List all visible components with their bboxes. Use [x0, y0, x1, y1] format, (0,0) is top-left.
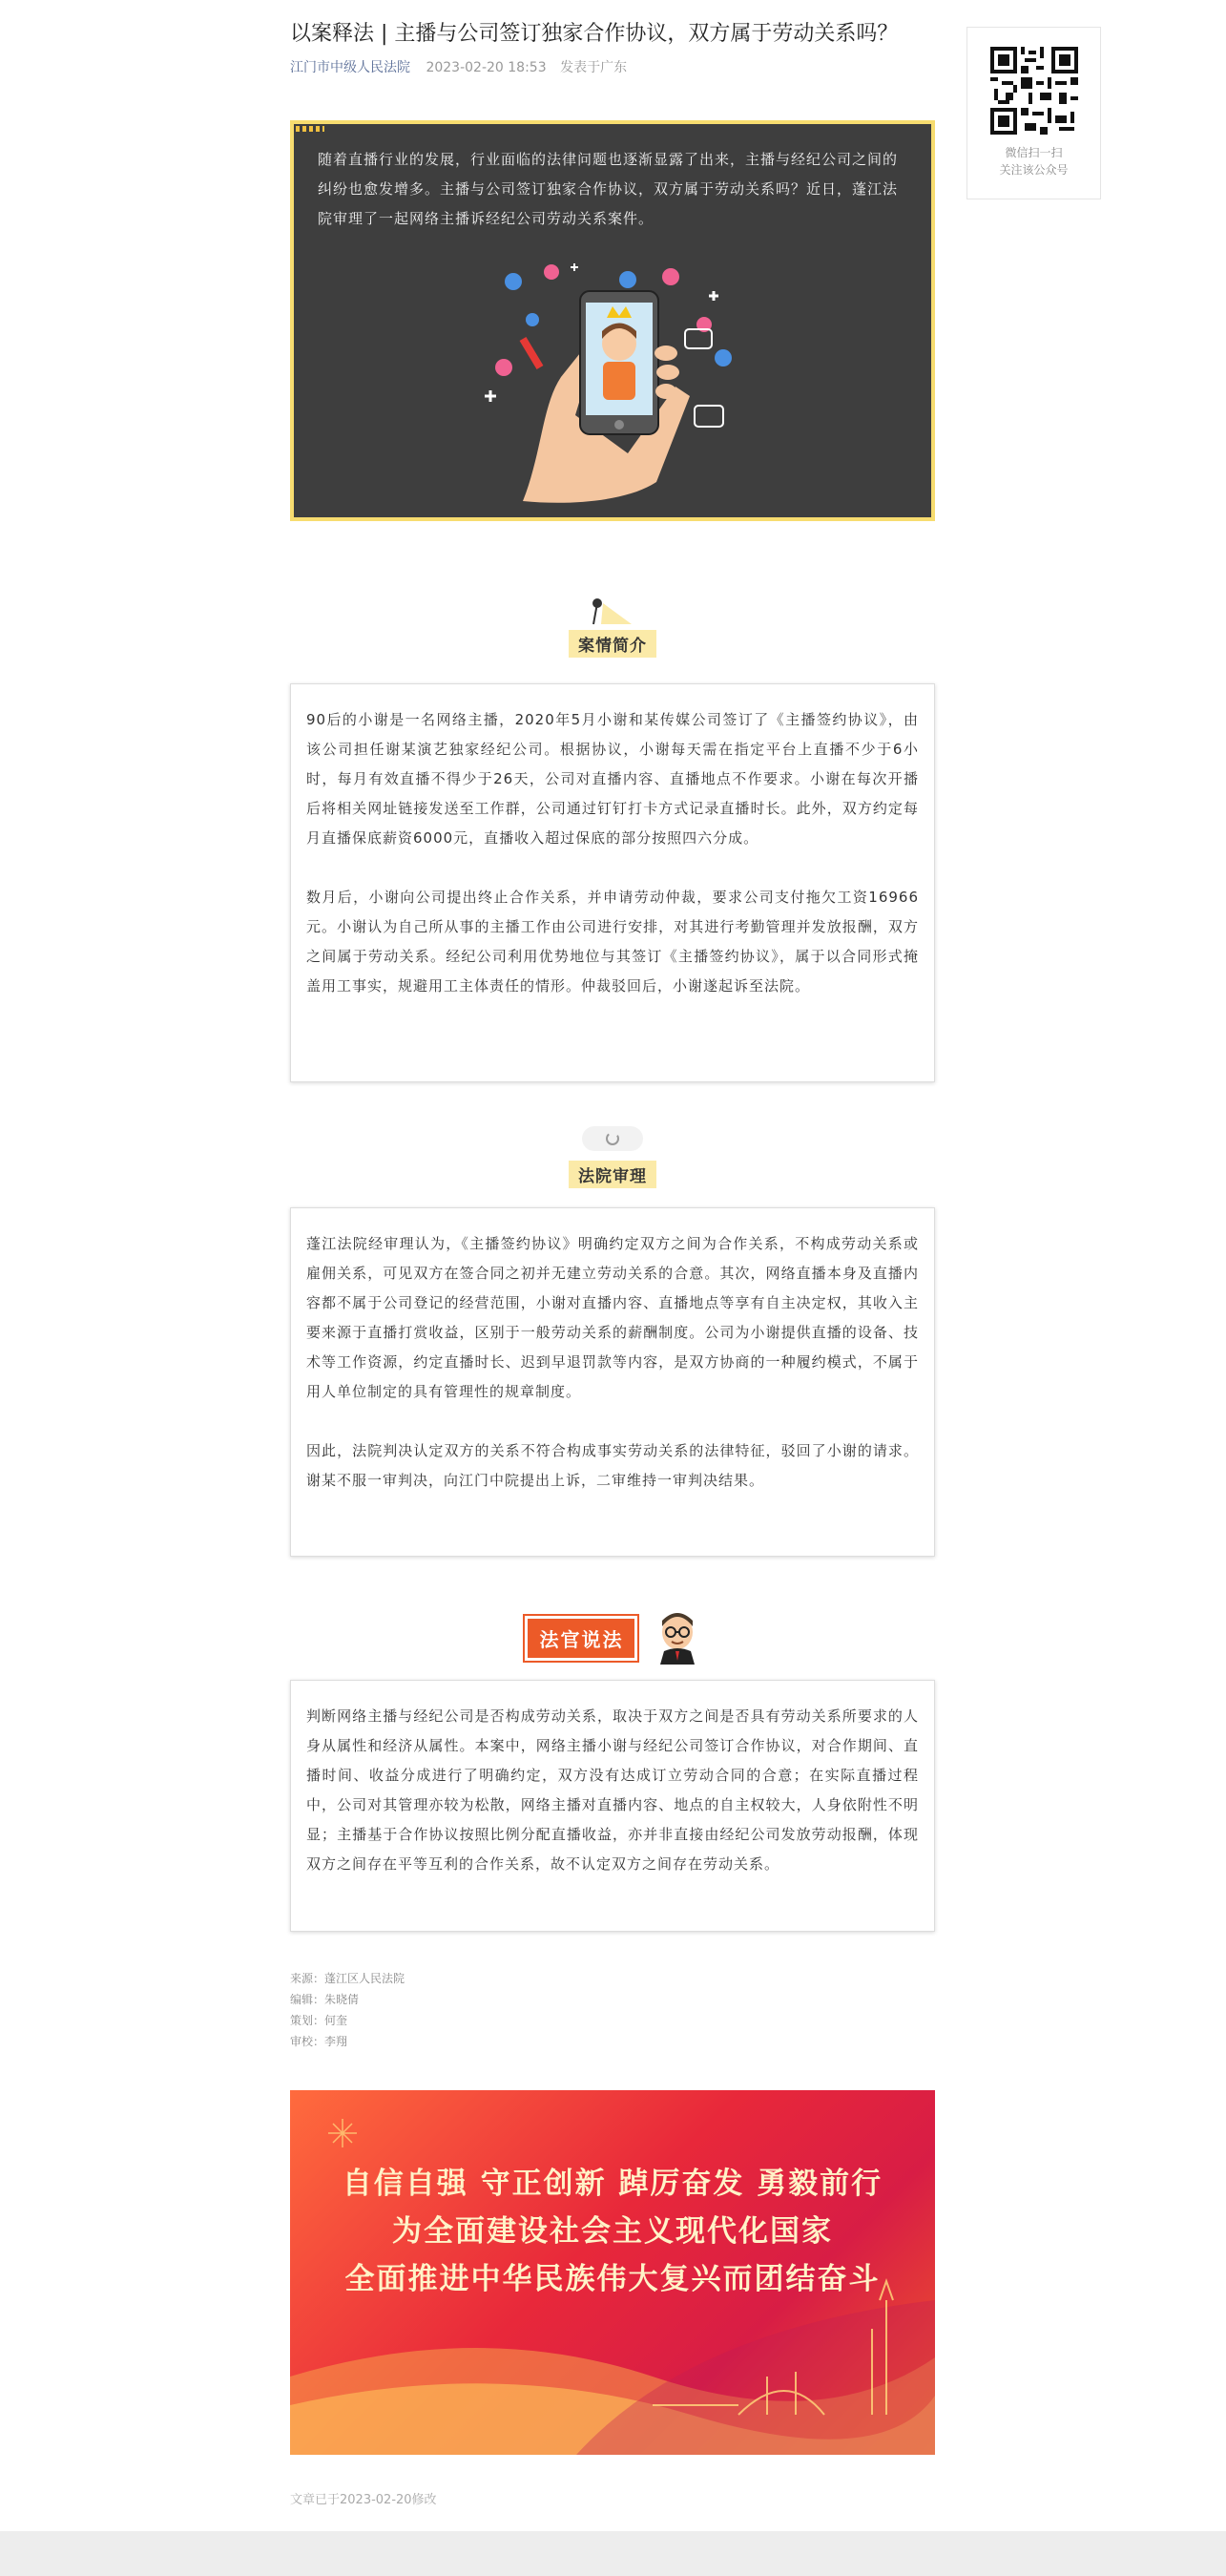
- section-header-court: [290, 1124, 935, 1188]
- article-title: 以案释法 | 主播与公司签订独家合作协议，双方属于劳动关系吗？: [290, 22, 899, 46]
- publish-date: 2023-02-20 18:53: [426, 60, 547, 75]
- banner-line-3: 全面推进中华民族伟大复兴而团结奋斗: [344, 2262, 881, 2296]
- intro-text: 随着直播行业的发展，行业面临的法律问题也逐渐显露了出来，主播与经纪公司之间的纠纷也愈发增多。主播与公司签订独家合作协议，双方属于劳动关系吗？近日，蓬江法院审理了一起网络主播诉经纪公司劳动关系案件。: [318, 151, 899, 227]
- qr-tip: 微信扫一扫 关注该公众号: [999, 146, 1069, 177]
- judge-avatar-icon: [655, 1611, 700, 1665]
- banner-line-2: 为全面建设社会主义现代化国家: [392, 2214, 833, 2249]
- credit-editor: 编辑：朱晓倩: [290, 1993, 360, 2006]
- edited-note: 文章已于2023-02-20修改: [290, 2493, 437, 2507]
- section-header-judge: [290, 1611, 935, 1665]
- publish-location: 发表于广东: [560, 60, 628, 75]
- section-label-case: 案情简介: [569, 630, 656, 658]
- livestream-illustration-icon: [485, 262, 742, 511]
- article-credits: [290, 1968, 405, 2052]
- section-label-judge: 法官说法: [525, 1616, 637, 1661]
- article-meta: [290, 57, 935, 76]
- section-label-court: 法院审理: [569, 1161, 656, 1188]
- intro-card: [290, 120, 935, 521]
- credit-reviewer: 审校：李翔: [290, 2035, 348, 2048]
- lamp-icon: [584, 597, 641, 630]
- judge-commentary-box: [290, 1680, 935, 1932]
- author-link[interactable]: 江门市中级人民法院: [290, 60, 410, 75]
- court-review-box: [290, 1207, 935, 1557]
- case-paragraph-1: 90后的小谢是一名网络主播，2020年5月小谢和某传媒公司签订了《主播签约协议》，由该公司担任谢某演艺独家经纪公司。根据协议，小谢每天需在指定平台上直播不少于6小时，每月有效直播不得少于26天，公司对直播内容、直播地点不作要求。小谢在每次开播后将相关网址链接发送至工作群，公司通过钉钉打卡方式记录直播时长。此外，双方约定每月直播保底薪资6000元，直播收入超过保底的部分按照四六分成。: [306, 711, 919, 847]
- section-header-case: [290, 597, 935, 658]
- case-paragraph-2: 数月后，小谢向公司提出终止合作关系，并申请劳动仲裁，要求公司支付拖欠工资16966元。小谢认为自己所从事的主播工作由公司进行安排，对其进行考勤管理并发放报酬，双方之间属于劳动关系。经纪公司利用优势地位与其签订《主播签约协议》，属于以合同形式掩盖用工事实，规避用工主体责任的情形。仲裁驳回后，小谢遂起诉至法院。: [306, 889, 919, 995]
- decorative-stripe: [296, 126, 324, 132]
- credit-source: 来源：蓬江区人民法院: [290, 1972, 405, 1985]
- judge-paragraph-1: 判断网络主播与经纪公司是否构成劳动关系，取决于双方之间是否具有劳动关系所要求的人身从属性和经济从属性。本案中，网络主播小谢与经纪公司签订合作协议，对合作期间、直播时间、收益分成进行了明确约定，双方没有达成订立劳动合同的合意；在实际直播过程中，公司对其管理亦较为松散，网络主播对直播内容、地点的自主权较大，人身依附性不明显；主播基于合作协议按照比例分配直播收益，亦并非直接由经纪公司发放劳动报酬，体现双方之间存在平等互利的合作关系，故不认定双方之间存在劳动关系。: [306, 1707, 919, 1873]
- bottom-toolbar: [0, 2531, 1226, 2576]
- banner-line-1: 自信自强 守正创新 踔厉奋发 勇毅前行: [342, 2167, 883, 2201]
- credit-planner: 策划：何奎: [290, 2014, 348, 2027]
- qr-code-icon: [990, 47, 1078, 135]
- court-paragraph-2: 因此，法院判决认定双方的关系不符合构成事实劳动关系的法律特征，驳回了小谢的请求。谢某不服一审判决，向江门中院提出上诉，二审维持一审判决结果。: [306, 1442, 919, 1489]
- loading-spinner-icon: [582, 1124, 643, 1153]
- slogan-banner: [290, 2090, 935, 2455]
- article-header: [290, 19, 935, 76]
- qr-code-panel: [966, 27, 1101, 199]
- court-paragraph-1: 蓬江法院经审理认为，《主播签约协议》明确约定双方之间为合作关系，不构成劳动关系或雇佣关系，可见双方在签合同之初并无建立劳动关系的合意。其次，网络直播本身及直播内容都不属于公司登记的经营范围，小谢对直播内容、直播地点等享有自主决定权，其收入主要来源于直播打赏收益，区别于一般劳动关系的薪酬制度。公司为小谢提供直播的设备、技术等工作资源，约定直播时长、迟到早退罚款等内容，是双方协商的一种履约模式，不属于用人单位制定的具有管理性的规章制度。: [306, 1235, 919, 1400]
- case-summary-box: [290, 683, 935, 1082]
